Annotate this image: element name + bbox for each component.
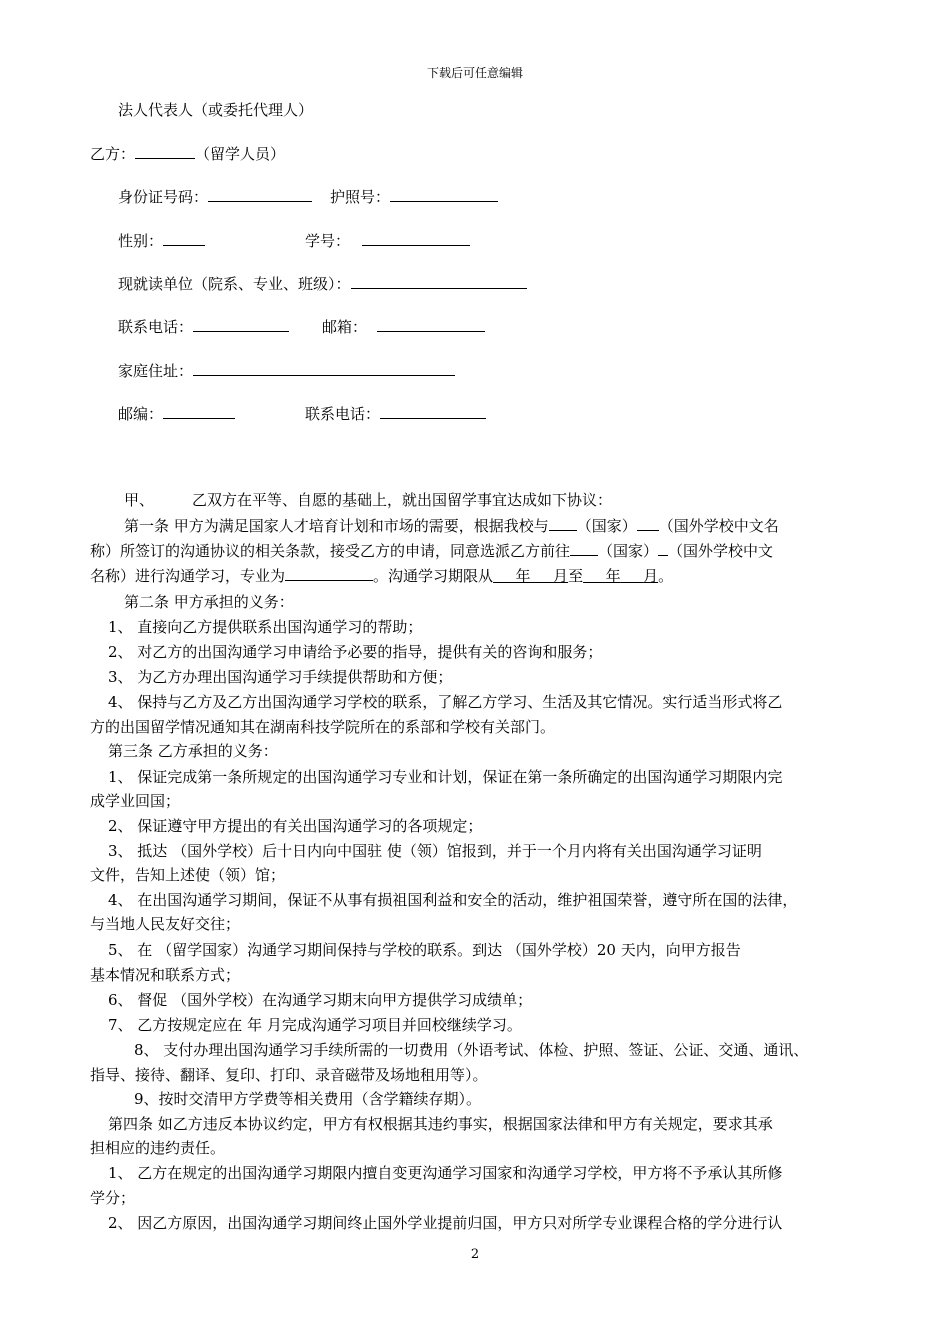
art3-title: 第三条 乙方承担的义务：: [108, 742, 278, 760]
passport-line: [330, 187, 498, 207]
address-label: 家庭住址：: [118, 362, 194, 380]
art3-item: 3、 抵达 （国外学校）后十日内向中国驻 使（领）馆报到，并于一个月内将有关出国沟通学习证明: [108, 842, 762, 860]
phone2-line: [305, 404, 486, 424]
art3-item: 9、按时交清甲方学费等相关费用（含学籍续存期）。: [134, 1090, 482, 1108]
art2-item: 方的出国留学情况通知其在湖南科技学院所在的系部和学校有关部门。: [90, 718, 556, 736]
art4-line: 第四条 如乙方违反本协议约定，甲方有权根据其违约事实，根据国家法律和甲方有关规定，要求其承: [108, 1115, 773, 1133]
student-no-label: 学号：: [305, 232, 351, 250]
art1-school-label: （国外学校中文名: [658, 517, 779, 535]
phone2-blank[interactable]: [380, 404, 486, 419]
country-blank[interactable]: [549, 516, 577, 531]
art3-item: 与当地人民友好交往；: [90, 915, 241, 933]
school-blank-2[interactable]: [658, 541, 668, 556]
art4-item: 学分；: [90, 1189, 136, 1207]
rep-line: 法人代表人（或委托代理人）: [118, 101, 314, 119]
party-b-label: 乙方：: [90, 145, 136, 163]
art4-line: 担相应的违约责任。: [90, 1139, 226, 1157]
page-header: 下载后可任意编辑: [426, 66, 523, 80]
art2-item: 1、 直接向乙方提供联系出国沟通学习的帮助；: [108, 618, 423, 636]
email-blank[interactable]: [377, 317, 485, 332]
unit-blank[interactable]: [351, 274, 527, 289]
party-b-line: [90, 144, 285, 164]
student-no-line: [305, 231, 470, 251]
end-year: 年 月: [605, 567, 659, 585]
start-year: 年 月: [515, 567, 569, 585]
phone-blank[interactable]: [193, 317, 289, 332]
to-label: 至: [568, 567, 584, 585]
zip-line: [118, 404, 235, 424]
email-line: [322, 317, 485, 337]
id-line: [118, 187, 312, 207]
passport-label: 护照号：: [330, 188, 391, 206]
art3-item: 2、 保证遵守甲方提出的有关出国沟通学习的各项规定；: [108, 817, 483, 835]
gender-blank[interactable]: [163, 231, 205, 246]
intro-b: 乙双方在平等、自愿的基础上，就出国留学事宜达成如下协议：: [192, 491, 613, 509]
id-blank[interactable]: [208, 187, 312, 202]
email-label: 邮箱：: [322, 318, 368, 336]
id-label: 身份证号码：: [118, 188, 209, 206]
art2-item: 2、 对乙方的出国沟通学习申请给予必要的指导，提供有关的咨询和服务；: [108, 643, 603, 661]
art1-line3: 名称）进行沟通学习，专业为 。沟通学习期限从 年 月至 年 月。: [90, 567, 674, 585]
phone-line: [118, 317, 289, 337]
unit-line: [118, 274, 527, 294]
passport-blank[interactable]: [390, 187, 498, 202]
art2-item: 3、 为乙方办理出国沟通学习手续提供帮助和方便；: [108, 668, 453, 686]
art1-text: 名称）进行沟通学习，专业为: [90, 567, 286, 585]
phone-label: 联系电话：: [118, 318, 194, 336]
unit-label: 现就读单位（院系、专业、班级）：: [118, 275, 351, 293]
gender-label: 性别：: [118, 232, 164, 250]
art3-item: 成学业回国；: [90, 792, 181, 810]
art3-item: 指导、接待、翻译、复印、打印、录音磁带及场地租用等）。: [90, 1066, 488, 1084]
art3-item: 文件，告知上述使（领）馆；: [90, 866, 286, 884]
art1-line1: [124, 516, 779, 536]
art3-item: 1、 保证完成第一条所规定的出国沟通学习专业和计划，保证在第一条所确定的出国沟通学习期限内完: [108, 768, 783, 786]
party-b-suffix: （留学人员）: [195, 145, 286, 163]
art2-title: 第二条 甲方承担的义务：: [124, 593, 294, 611]
art3-item: 7、 乙方按规定应在 年 月完成沟通学习项目并回校继续学习。: [108, 1016, 522, 1034]
country-blank-2[interactable]: [570, 541, 598, 556]
page-number: 2: [470, 1247, 480, 1262]
art1-school-label: （国外学校中文: [668, 542, 774, 560]
zip-blank[interactable]: [163, 404, 235, 419]
address-blank[interactable]: [193, 361, 455, 376]
major-blank[interactable]: [285, 566, 373, 581]
art4-item: 2、 因乙方原因，出国沟通学习期间终止国外学业提前归国，甲方只对所学专业课程合格的学分进行认: [108, 1214, 783, 1232]
art3-item: 基本情况和联系方式；: [90, 966, 241, 984]
art3-item: 5、 在 （留学国家）沟通学习期间保持与学校的联系。到达 （国外学校）20 天内，向甲方报告: [108, 941, 741, 959]
art3-item: 8、 支付办理出国沟通学习手续所需的一切费用（外语考试、体检、护照、签证、公证、交通、通讯、: [134, 1041, 809, 1059]
address-line: [118, 361, 455, 381]
student-no-blank[interactable]: [362, 231, 470, 246]
art1-text: 称）所签订的沟通协议的相关条款，接受乙方的申请，同意选派乙方前往: [90, 542, 571, 560]
art1-country-label: （国家）: [576, 517, 637, 535]
art1-text: 第一条 甲方为满足国家人才培育计划和市场的需要，根据我校与: [124, 517, 549, 535]
art3-item: 6、 督促 （国外学校）在沟通学习期末向甲方提供学习成绩单；: [108, 991, 533, 1009]
party-b-blank[interactable]: [135, 144, 195, 159]
intro-a: 甲、: [124, 491, 155, 509]
art2-item: 4、 保持与乙方及乙方出国沟通学习学校的联系，了解乙方学习、生活及其它情况。实行适当形式将乙: [108, 693, 783, 711]
art1-period-label: 。沟通学习期限从: [373, 567, 494, 585]
art1-country-label: （国家）: [598, 542, 659, 560]
phone2-label: 联系电话：: [305, 405, 381, 423]
school-blank[interactable]: [637, 516, 659, 531]
art3-item: 4、 在出国沟通学习期间，保证不从事有损祖国利益和安全的活动，维护祖国荣誉，遵守所在国的法律，: [108, 891, 798, 909]
art1-line2: [90, 541, 773, 561]
gender-line: [118, 231, 205, 251]
zip-label: 邮编：: [118, 405, 164, 423]
art4-item: 1、 乙方在规定的出国沟通学习期限内擅自变更沟通学习国家和沟通学习学校，甲方将不予承认其所修: [108, 1164, 783, 1182]
